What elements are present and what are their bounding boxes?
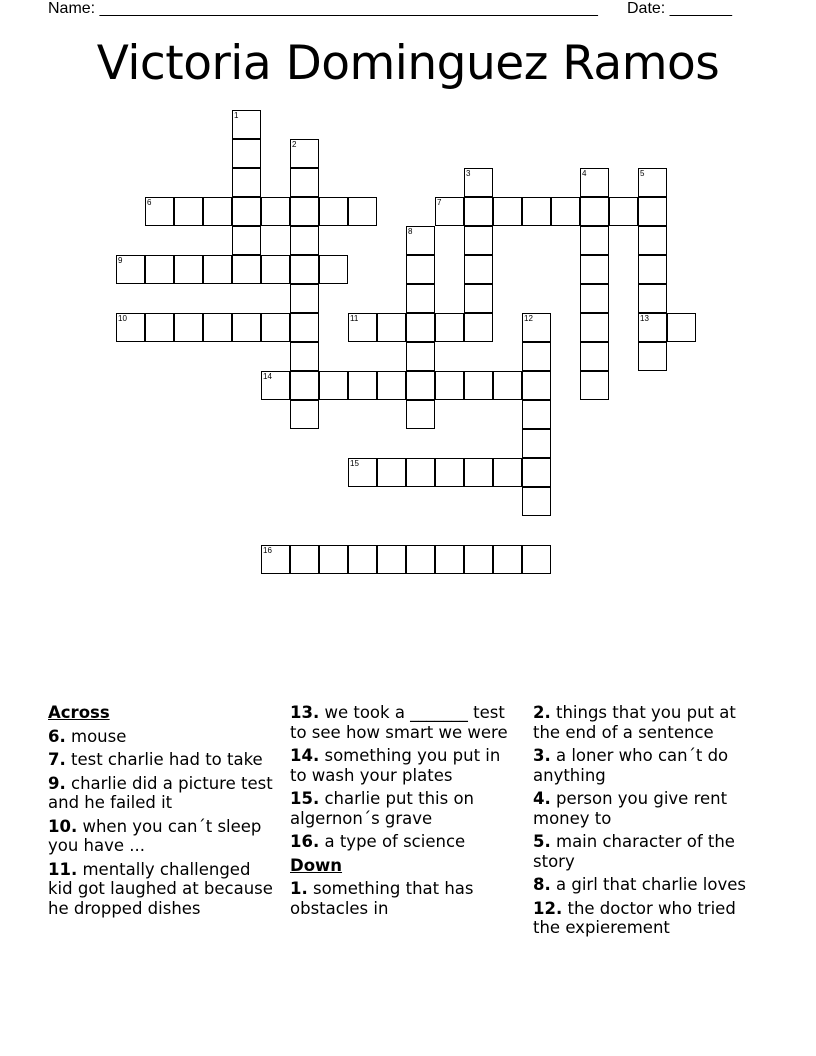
grid-cell[interactable] bbox=[522, 371, 551, 400]
clue-number: 16 bbox=[263, 546, 272, 555]
grid-cell[interactable] bbox=[522, 429, 551, 458]
grid-cell[interactable] bbox=[377, 545, 406, 574]
clue-text: test charlie had to take bbox=[65, 750, 263, 769]
clue-text: the doctor who tried the expierement bbox=[533, 898, 736, 937]
grid-cell[interactable] bbox=[638, 226, 667, 255]
grid-cell[interactable] bbox=[348, 458, 377, 487]
grid-cell[interactable] bbox=[348, 197, 377, 226]
clue-item bbox=[48, 750, 273, 770]
grid-cell[interactable] bbox=[203, 197, 232, 226]
clue-number-label: 9. bbox=[48, 773, 66, 793]
grid-cell[interactable] bbox=[580, 284, 609, 313]
clue-item bbox=[48, 774, 273, 813]
grid-cell[interactable] bbox=[290, 197, 319, 226]
grid-cell[interactable] bbox=[638, 255, 667, 284]
clue-number-label: 1. bbox=[290, 879, 308, 898]
clue-number-label: 3. bbox=[533, 746, 551, 765]
clue-item bbox=[533, 899, 763, 938]
grid-cell[interactable] bbox=[290, 284, 319, 313]
clue-number: 14 bbox=[263, 372, 272, 381]
grid-cell[interactable] bbox=[522, 545, 551, 574]
clue-item bbox=[48, 860, 273, 919]
grid-cell[interactable] bbox=[493, 458, 522, 487]
clue-item bbox=[290, 789, 520, 828]
clue-text: a loner who can´t do anything bbox=[533, 746, 729, 785]
grid-cell[interactable] bbox=[464, 458, 493, 487]
grid-cell[interactable] bbox=[406, 284, 435, 313]
clue-text: a type of science bbox=[319, 832, 466, 851]
clue-item bbox=[290, 879, 520, 918]
clue-text: charlie did a picture test and he failed it bbox=[48, 773, 273, 812]
clue-item bbox=[48, 817, 273, 856]
clue-text: we took a _______ test to see how smart we were bbox=[290, 703, 508, 742]
clue-number-label: 15. bbox=[290, 789, 320, 808]
grid-cell[interactable] bbox=[319, 255, 348, 284]
grid-cell[interactable] bbox=[377, 371, 406, 400]
grid-cell[interactable] bbox=[435, 197, 464, 226]
clue-number-label: 4. bbox=[533, 789, 551, 808]
across-clue-list-continued bbox=[290, 703, 520, 852]
clue-number: 1 bbox=[234, 111, 239, 120]
clue-item bbox=[533, 832, 763, 871]
grid-cell[interactable] bbox=[319, 197, 348, 226]
clues-column-3 bbox=[533, 703, 763, 942]
grid-cell[interactable] bbox=[435, 313, 464, 342]
clue-text: mentally challenged kid got laughed at because he dropped dishes bbox=[48, 859, 273, 918]
grid-cell[interactable] bbox=[522, 313, 551, 342]
clue-number: 10 bbox=[118, 314, 127, 323]
grid-cell[interactable] bbox=[464, 255, 493, 284]
grid-cell[interactable] bbox=[493, 197, 522, 226]
grid-cell[interactable] bbox=[522, 342, 551, 371]
clue-number-label: 7. bbox=[48, 750, 66, 769]
grid-cell[interactable] bbox=[580, 226, 609, 255]
grid-cell[interactable] bbox=[638, 313, 667, 342]
clue-number: 9 bbox=[118, 256, 123, 265]
grid-cell[interactable] bbox=[174, 313, 203, 342]
name-field-label: Name: ________________________________________________________ bbox=[48, 0, 598, 17]
grid-cell[interactable] bbox=[261, 313, 290, 342]
grid-cell[interactable] bbox=[406, 458, 435, 487]
clue-number-label: 16. bbox=[290, 832, 320, 851]
clue-number-label: 14. bbox=[290, 746, 320, 765]
clue-number: 2 bbox=[292, 140, 297, 149]
grid-cell[interactable] bbox=[174, 255, 203, 284]
clue-number: 7 bbox=[437, 198, 442, 207]
grid-cell[interactable] bbox=[319, 545, 348, 574]
clue-number: 3 bbox=[466, 169, 471, 178]
grid-cell[interactable] bbox=[232, 226, 261, 255]
grid-cell[interactable] bbox=[290, 313, 319, 342]
grid-cell[interactable] bbox=[667, 313, 696, 342]
grid-cell[interactable] bbox=[203, 255, 232, 284]
grid-cell[interactable] bbox=[435, 458, 464, 487]
grid-cell[interactable] bbox=[493, 371, 522, 400]
grid-cell[interactable] bbox=[290, 371, 319, 400]
grid-cell[interactable] bbox=[261, 197, 290, 226]
grid-cell[interactable] bbox=[609, 197, 638, 226]
down-heading: Down bbox=[290, 855, 343, 875]
clue-number: 4 bbox=[582, 169, 587, 178]
grid-cell[interactable] bbox=[232, 313, 261, 342]
grid-cell[interactable] bbox=[406, 342, 435, 371]
grid-cell[interactable] bbox=[145, 313, 174, 342]
grid-cell[interactable] bbox=[290, 226, 319, 255]
grid-cell[interactable] bbox=[638, 197, 667, 226]
clue-text: main character of the story bbox=[533, 832, 735, 871]
grid-cell[interactable] bbox=[261, 371, 290, 400]
grid-cell[interactable] bbox=[406, 545, 435, 574]
grid-cell[interactable] bbox=[348, 313, 377, 342]
grid-cell[interactable] bbox=[638, 342, 667, 371]
puzzle-title: Victoria Dominguez Ramos bbox=[96, 36, 720, 91]
grid-cell[interactable] bbox=[638, 168, 667, 197]
grid-cell[interactable] bbox=[406, 400, 435, 429]
clue-text: a girl that charlie loves bbox=[550, 875, 746, 894]
grid-cell[interactable] bbox=[116, 255, 145, 284]
clue-number: 5 bbox=[640, 169, 645, 178]
date-field-label: Date: _______ bbox=[627, 0, 732, 17]
clue-item bbox=[290, 703, 520, 742]
clue-item bbox=[48, 727, 273, 747]
grid-cell[interactable] bbox=[145, 197, 174, 226]
clue-text: things that you put at the end of a sentence bbox=[533, 703, 736, 742]
grid-cell[interactable] bbox=[232, 139, 261, 168]
clue-item bbox=[290, 832, 520, 852]
clue-number-label: 8. bbox=[533, 875, 551, 894]
grid-cell[interactable] bbox=[406, 255, 435, 284]
grid-cell[interactable] bbox=[261, 545, 290, 574]
grid-cell[interactable] bbox=[580, 342, 609, 371]
clue-text: mouse bbox=[65, 726, 127, 746]
grid-cell[interactable] bbox=[580, 255, 609, 284]
grid-cell[interactable] bbox=[522, 197, 551, 226]
clue-text: person you give rent money to bbox=[533, 789, 728, 828]
grid-cell[interactable] bbox=[406, 371, 435, 400]
grid-cell[interactable] bbox=[290, 342, 319, 371]
grid-cell[interactable] bbox=[464, 197, 493, 226]
grid-cell[interactable] bbox=[464, 284, 493, 313]
grid-cell[interactable] bbox=[290, 139, 319, 168]
across-heading: Across bbox=[48, 703, 110, 722]
down-clue-list bbox=[290, 879, 520, 918]
clue-number-label: 10. bbox=[48, 816, 78, 836]
clue-text: when you can´t sleep you have ... bbox=[48, 816, 262, 855]
grid-cell[interactable] bbox=[551, 197, 580, 226]
grid-cell[interactable] bbox=[522, 400, 551, 429]
grid-cell[interactable] bbox=[435, 545, 464, 574]
grid-cell[interactable] bbox=[261, 255, 290, 284]
clue-number: 6 bbox=[147, 198, 152, 207]
grid-cell[interactable] bbox=[290, 545, 319, 574]
clue-text: something that has obstacles in bbox=[290, 879, 474, 918]
grid-cell[interactable] bbox=[145, 255, 174, 284]
grid-cell[interactable] bbox=[435, 371, 464, 400]
clue-item bbox=[533, 703, 763, 742]
clue-text: something you put in to wash your plates bbox=[290, 746, 501, 785]
grid-cell[interactable] bbox=[493, 545, 522, 574]
grid-cell[interactable] bbox=[464, 168, 493, 197]
clue-number-label: 2. bbox=[533, 703, 551, 722]
grid-cell[interactable] bbox=[232, 255, 261, 284]
grid-cell[interactable] bbox=[580, 371, 609, 400]
clue-number: 13 bbox=[640, 314, 649, 323]
clue-number-label: 13. bbox=[290, 703, 320, 722]
grid-cell[interactable] bbox=[580, 313, 609, 342]
clue-item bbox=[533, 746, 763, 785]
grid-cell[interactable] bbox=[522, 487, 551, 516]
clues-column-1 bbox=[48, 703, 273, 922]
grid-cell[interactable] bbox=[203, 313, 232, 342]
clue-number-label: 5. bbox=[533, 832, 551, 851]
clues-column-2 bbox=[290, 703, 520, 922]
grid-cell[interactable] bbox=[580, 197, 609, 226]
grid-cell[interactable] bbox=[406, 226, 435, 255]
grid-cell[interactable] bbox=[377, 458, 406, 487]
grid-cell[interactable] bbox=[377, 313, 406, 342]
grid-cell[interactable] bbox=[232, 197, 261, 226]
clue-item bbox=[290, 746, 520, 785]
across-clue-list bbox=[48, 727, 273, 919]
grid-cell[interactable] bbox=[232, 110, 261, 139]
grid-cell[interactable] bbox=[522, 458, 551, 487]
clue-number-label: 12. bbox=[533, 898, 563, 918]
clue-number-label: 11. bbox=[48, 859, 78, 879]
clue-number-label: 6. bbox=[48, 726, 66, 746]
clue-text: charlie put this on algernon´s grave bbox=[290, 789, 475, 828]
grid-cell[interactable] bbox=[232, 168, 261, 197]
grid-cell[interactable] bbox=[319, 371, 348, 400]
clue-item bbox=[533, 789, 763, 828]
grid-cell[interactable] bbox=[116, 313, 145, 342]
grid-cell[interactable] bbox=[464, 371, 493, 400]
down-clue-list-continued bbox=[533, 703, 763, 938]
grid-cell[interactable] bbox=[638, 284, 667, 313]
clue-item bbox=[533, 875, 763, 895]
grid-cell[interactable] bbox=[290, 255, 319, 284]
clue-number: 8 bbox=[408, 227, 413, 236]
grid-cell[interactable] bbox=[464, 545, 493, 574]
grid-cell[interactable] bbox=[464, 313, 493, 342]
grid-cell[interactable] bbox=[464, 226, 493, 255]
grid-cell[interactable] bbox=[290, 400, 319, 429]
grid-cell[interactable] bbox=[174, 197, 203, 226]
grid-cell[interactable] bbox=[348, 371, 377, 400]
clue-number: 15 bbox=[350, 459, 359, 468]
grid-cell[interactable] bbox=[348, 545, 377, 574]
clue-number: 12 bbox=[524, 314, 533, 323]
grid-cell[interactable] bbox=[406, 313, 435, 342]
clue-number: 11 bbox=[350, 314, 359, 323]
grid-cell[interactable] bbox=[290, 168, 319, 197]
grid-cell[interactable] bbox=[580, 168, 609, 197]
